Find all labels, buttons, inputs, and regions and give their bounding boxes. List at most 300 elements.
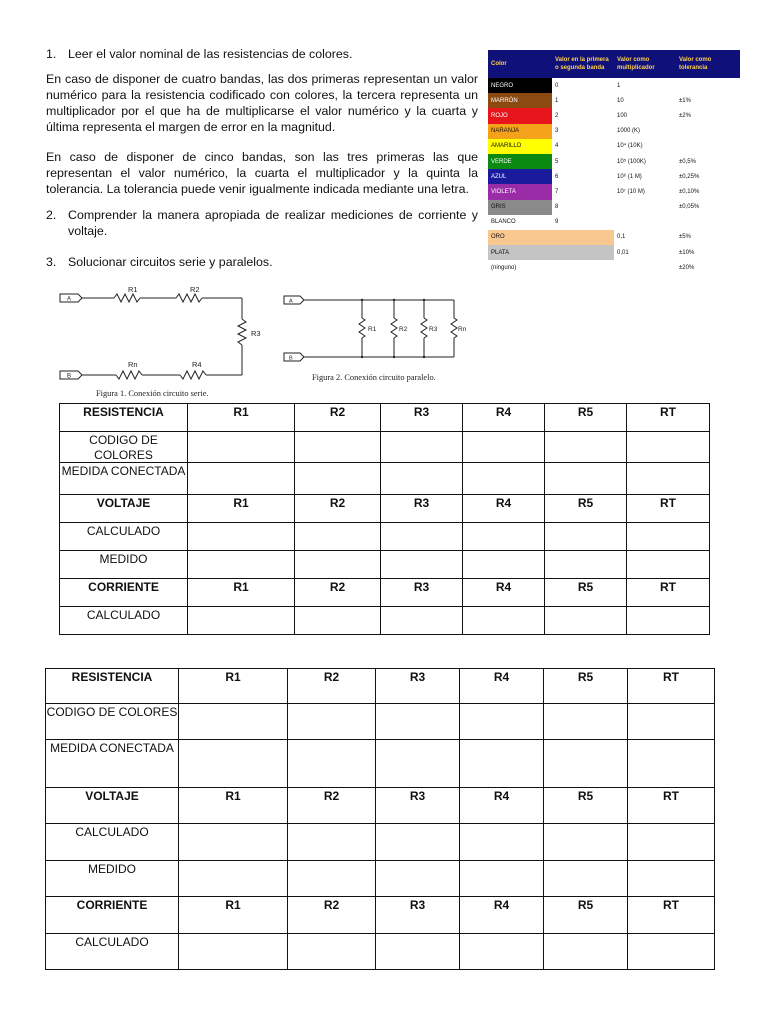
entry-cell[interactable]	[295, 607, 381, 635]
color-table-header	[488, 50, 740, 78]
row-label: CALCULADO	[86, 524, 161, 538]
terminal-a-arrow	[284, 296, 304, 304]
color-name: BLANCO	[488, 215, 552, 230]
cell-value	[381, 523, 462, 524]
color-name: (ninguno)	[488, 260, 552, 275]
resistor-r1	[114, 294, 140, 302]
color-code-row	[46, 704, 715, 740]
multiplier-value: 1	[614, 78, 676, 93]
color-row	[488, 245, 740, 260]
entry-cell[interactable]	[627, 432, 710, 463]
column-header: R2	[323, 670, 340, 684]
entry-cell[interactable]	[295, 523, 381, 551]
row-label-cell	[46, 740, 179, 788]
entry-cell[interactable]	[376, 740, 460, 788]
list-number: 1.	[46, 47, 57, 61]
column-header-cell	[545, 495, 627, 523]
multiplier-value: 1000 (K)	[614, 124, 676, 139]
cell-value	[376, 934, 459, 935]
tolerance-value	[676, 139, 740, 154]
band-value: 6	[552, 169, 614, 184]
entry-cell[interactable]	[545, 607, 627, 635]
column-header: R4	[493, 789, 510, 803]
column-header-cell	[544, 788, 628, 824]
entry-cell[interactable]	[179, 740, 288, 788]
entry-cell[interactable]	[179, 861, 288, 897]
cell-value	[376, 861, 459, 862]
entry-cell[interactable]	[460, 740, 544, 788]
color-name: ORO	[488, 230, 552, 245]
column-header: R4	[495, 580, 512, 594]
color-name: AZUL	[488, 169, 552, 184]
entry-cell[interactable]	[628, 861, 715, 897]
label-r1: R1	[368, 326, 377, 333]
cell-value	[627, 463, 709, 464]
tolerance-value: ±5%	[676, 230, 740, 245]
entry-cell[interactable]	[381, 463, 463, 495]
terminal-a-label: A	[67, 296, 72, 303]
entry-cell[interactable]	[188, 432, 295, 463]
color-name: GRIS	[488, 200, 552, 215]
label-r3: R3	[429, 326, 438, 333]
cell-value	[545, 432, 626, 433]
color-row	[488, 93, 740, 108]
column-header-cell	[627, 579, 710, 607]
entry-cell[interactable]	[295, 551, 381, 579]
color-name: MARRÓN	[488, 93, 552, 108]
entry-cell[interactable]	[628, 824, 715, 861]
column-header-cell	[545, 404, 627, 432]
band-value	[552, 260, 614, 275]
entry-cell[interactable]	[544, 704, 628, 740]
entry-cell[interactable]	[376, 861, 460, 897]
entry-cell[interactable]	[544, 740, 628, 788]
cell-value	[288, 934, 375, 935]
row-label: CODIGO DE COLORES	[89, 433, 158, 462]
column-header: R4	[493, 670, 510, 684]
cell-value	[460, 740, 543, 741]
label-r4: R4	[192, 360, 202, 369]
entry-cell[interactable]	[628, 740, 715, 788]
band-value: 4	[552, 139, 614, 154]
entry-cell[interactable]	[544, 824, 628, 861]
column-header: RT	[663, 789, 679, 803]
row-label-cell	[60, 463, 188, 495]
entry-cell[interactable]	[463, 607, 545, 635]
cell-value	[295, 523, 380, 524]
entry-cell[interactable]	[545, 551, 627, 579]
cell-value	[376, 704, 459, 705]
entry-cell[interactable]	[628, 704, 715, 740]
cell-value	[627, 523, 709, 524]
resistor-rn	[116, 371, 142, 379]
multiplier-value: 10	[614, 93, 676, 108]
cell-value	[381, 432, 462, 433]
cell-value	[463, 523, 544, 524]
column-header-cell	[376, 788, 460, 824]
cell-value	[545, 607, 626, 608]
cell-value	[545, 551, 626, 552]
column-header: R1	[225, 789, 241, 803]
color-name: VIOLETA	[488, 184, 552, 199]
column-header-cell	[295, 579, 381, 607]
cell-value	[295, 551, 380, 552]
column-header: R3	[409, 670, 426, 684]
color-row	[488, 154, 740, 169]
entry-cell[interactable]	[628, 934, 715, 970]
color-code-table	[488, 50, 740, 275]
color-name: VERDE	[488, 154, 552, 169]
cell-value	[628, 934, 714, 935]
row-label-cell	[46, 704, 179, 740]
cell-value	[627, 432, 709, 433]
label-r2: R2	[399, 326, 408, 333]
column-header: R2	[329, 405, 346, 419]
cell-value	[295, 432, 380, 433]
list-text: Leer el valor nominal de las resistencias de colores.	[68, 47, 353, 61]
entry-cell[interactable]	[627, 607, 710, 635]
cell-value	[179, 861, 287, 862]
column-header-cell	[288, 788, 376, 824]
current-calculated-row	[60, 607, 710, 635]
voltage-calculated-row	[46, 824, 715, 861]
color-name: NEGRO	[488, 78, 552, 93]
row-label: CORRIENTE	[76, 898, 148, 912]
paragraph-five-bands: En caso de disponer de cinco bandas, son las tres primeras las que representan el valor numérico, la cuarta el multiplicador y la quinta la tolerancia. La tolerancia puede venir igualmente indicada mediante una letra.	[46, 150, 478, 196]
band-value: 9	[552, 215, 614, 230]
column-header-cell	[545, 579, 627, 607]
cell-value	[376, 824, 459, 825]
color-row	[488, 260, 740, 275]
cell-value	[179, 824, 287, 825]
column-header: R1	[233, 580, 249, 594]
list-item-2	[46, 207, 478, 239]
row-label-cell	[60, 551, 188, 579]
branch-r2	[391, 300, 397, 357]
header-tolerance: Valor como tolerancia	[676, 50, 740, 78]
column-header-cell	[295, 495, 381, 523]
row-label: MEDIDA CONECTADA	[50, 741, 174, 755]
column-header-cell	[179, 897, 288, 934]
column-header-cell	[460, 788, 544, 824]
tolerance-value: ±10%	[676, 245, 740, 260]
terminal-b-label: B	[67, 373, 72, 380]
column-header: RT	[663, 898, 679, 912]
column-header-cell	[381, 579, 463, 607]
entry-cell[interactable]	[627, 523, 710, 551]
cell-value	[628, 824, 714, 825]
column-header-cell	[288, 897, 376, 934]
column-header-cell	[544, 669, 628, 704]
entry-cell[interactable]	[179, 704, 288, 740]
list-text: Comprender la manera apropiada de realizar mediciones de corriente y voltaje.	[68, 208, 478, 238]
row-label-cell	[46, 669, 179, 704]
entry-cell[interactable]	[179, 934, 288, 970]
cell-value	[288, 861, 375, 862]
column-header: R5	[577, 580, 594, 594]
cell-value	[463, 463, 544, 464]
cell-value	[463, 551, 544, 552]
row-label-cell	[60, 495, 188, 523]
entry-cell[interactable]	[460, 934, 544, 970]
list-number: 3.	[46, 255, 57, 269]
row-label: VOLTAJE	[96, 496, 151, 510]
row-label: CALCULADO	[75, 935, 149, 949]
multiplier-value: 100	[614, 108, 676, 123]
row-label: RESISTENCIA	[71, 670, 153, 684]
row-label-cell	[46, 824, 179, 861]
cell-value	[460, 704, 543, 705]
list-number: 2.	[46, 208, 57, 222]
tolerance-value: ±0,10%	[676, 184, 740, 199]
column-header: R1	[233, 405, 249, 419]
entry-cell[interactable]	[188, 551, 295, 579]
row-label: CORRIENTE	[88, 580, 159, 594]
resistor-r2	[176, 294, 202, 302]
column-header-cell	[628, 669, 715, 704]
entry-cell[interactable]	[544, 861, 628, 897]
tolerance-value: ±20%	[676, 260, 740, 275]
tolerance-value	[676, 78, 740, 93]
column-header: R5	[577, 898, 594, 912]
multiplier-value	[614, 215, 676, 230]
column-header-cell	[179, 788, 288, 824]
entry-cell[interactable]	[463, 551, 545, 579]
color-row	[488, 78, 740, 93]
entry-cell[interactable]	[381, 523, 463, 551]
entry-cell[interactable]	[295, 463, 381, 495]
column-header-cell	[179, 669, 288, 704]
entry-cell[interactable]	[288, 861, 376, 897]
label-r3: R3	[251, 329, 261, 338]
entry-cell[interactable]	[381, 432, 463, 463]
voltage-calculated-row	[60, 523, 710, 551]
entry-cell[interactable]	[463, 432, 545, 463]
terminal-a-label: A	[289, 298, 293, 305]
cell-value	[188, 551, 294, 552]
column-header-cell	[376, 897, 460, 934]
multiplier-value: 0,1	[614, 230, 676, 245]
cell-value	[544, 861, 627, 862]
cell-value	[179, 740, 287, 741]
cell-value	[288, 704, 375, 705]
terminal-b-arrow	[284, 353, 304, 361]
cell-value	[381, 551, 462, 552]
cell-value	[295, 607, 380, 608]
cell-value	[545, 523, 626, 524]
resistor-r3	[238, 319, 246, 345]
color-name: ROJO	[488, 108, 552, 123]
voltage-measured-row	[46, 861, 715, 897]
row-label-cell	[46, 897, 179, 934]
column-header: R4	[493, 898, 510, 912]
column-header-cell	[460, 669, 544, 704]
cell-value	[188, 463, 294, 464]
resistance-header-row	[46, 669, 715, 704]
label-r1: R1	[128, 285, 138, 294]
entry-cell[interactable]	[545, 432, 627, 463]
row-label: CALCULADO	[86, 608, 161, 622]
cell-value	[376, 740, 459, 741]
column-header-cell	[628, 897, 715, 934]
column-header: R2	[329, 496, 346, 510]
entry-cell[interactable]	[376, 824, 460, 861]
band-value: 0	[552, 78, 614, 93]
multiplier-value: 10⁵ (100K)	[614, 154, 676, 169]
entry-cell[interactable]	[463, 523, 545, 551]
entry-cell[interactable]	[460, 824, 544, 861]
column-header: R3	[409, 898, 426, 912]
column-header-cell	[381, 495, 463, 523]
color-row	[488, 169, 740, 184]
entry-cell[interactable]	[460, 861, 544, 897]
band-value: 1	[552, 93, 614, 108]
cell-value	[179, 934, 287, 935]
cell-value	[188, 607, 294, 608]
entry-cell[interactable]	[376, 934, 460, 970]
measured-connected-row	[46, 740, 715, 788]
entry-cell[interactable]	[188, 523, 295, 551]
label-r2: R2	[190, 285, 200, 294]
row-label-cell	[60, 579, 188, 607]
cell-value	[188, 432, 294, 433]
row-label-cell	[46, 861, 179, 897]
label-rn: Rn	[458, 326, 467, 333]
list-item-1	[46, 46, 478, 62]
column-header: R2	[323, 898, 340, 912]
cell-value	[381, 607, 462, 608]
branch-r3	[421, 300, 427, 357]
tolerance-value: ±0,5%	[676, 154, 740, 169]
entry-cell[interactable]	[627, 551, 710, 579]
tolerance-value	[676, 215, 740, 230]
voltage-measured-row	[60, 551, 710, 579]
color-row	[488, 124, 740, 139]
color-code-row	[60, 432, 710, 463]
row-label: VOLTAJE	[85, 789, 139, 803]
multiplier-value: 10⁴ (10K)	[614, 139, 676, 154]
measurement-table-2	[45, 668, 715, 970]
color-name: NARANJA	[488, 124, 552, 139]
terminal-b-label: B	[289, 355, 293, 362]
multiplier-value: 10⁶ (1 M)	[614, 169, 676, 184]
cell-value	[544, 740, 627, 741]
multiplier-value: 0,01	[614, 245, 676, 260]
column-header: R2	[329, 580, 346, 594]
color-row	[488, 230, 740, 245]
column-header: RT	[660, 580, 676, 594]
row-label: MEDIDA CONECTADA	[61, 464, 186, 478]
column-header: R1	[225, 670, 241, 684]
band-value	[552, 230, 614, 245]
tolerance-value: ±0,05%	[676, 200, 740, 215]
column-header-cell	[288, 669, 376, 704]
column-header-cell	[188, 404, 295, 432]
column-header-cell	[295, 404, 381, 432]
list-text: Solucionar circuitos serie y paralelos.	[68, 255, 273, 269]
branch-r1	[359, 300, 365, 357]
entry-cell[interactable]	[627, 463, 710, 495]
row-label-cell	[46, 934, 179, 970]
column-header: R5	[577, 670, 594, 684]
entry-cell[interactable]	[376, 704, 460, 740]
cell-value	[545, 463, 626, 464]
series-circuit-diagram	[56, 283, 266, 383]
parallel-circuit-diagram	[282, 290, 472, 370]
entry-cell[interactable]	[381, 551, 463, 579]
voltage-header-row	[60, 495, 710, 523]
entry-cell[interactable]	[460, 704, 544, 740]
entry-cell[interactable]	[463, 463, 545, 495]
entry-cell[interactable]	[545, 463, 627, 495]
cell-value	[179, 704, 287, 705]
entry-cell[interactable]	[381, 607, 463, 635]
cell-value	[627, 551, 709, 552]
column-header: R5	[577, 405, 594, 419]
cell-value	[295, 463, 380, 464]
column-header-cell	[544, 897, 628, 934]
multiplier-value	[614, 200, 676, 215]
column-header: R4	[495, 496, 512, 510]
list-item-3	[46, 254, 478, 270]
resistance-header-row	[60, 404, 710, 432]
branch-rn	[451, 300, 457, 357]
cell-value	[463, 607, 544, 608]
band-value	[552, 245, 614, 260]
entry-cell[interactable]	[288, 824, 376, 861]
column-header-cell	[188, 579, 295, 607]
column-header-cell	[627, 404, 710, 432]
row-label-cell	[60, 404, 188, 432]
row-label: RESISTENCIA	[83, 405, 164, 419]
entry-cell[interactable]	[179, 824, 288, 861]
column-header-cell	[460, 897, 544, 934]
column-header: R3	[413, 405, 430, 419]
column-header: R1	[233, 496, 249, 510]
cell-value	[460, 824, 543, 825]
entry-cell[interactable]	[545, 523, 627, 551]
row-label-cell	[46, 788, 179, 824]
entry-cell[interactable]	[288, 704, 376, 740]
entry-cell[interactable]	[188, 607, 295, 635]
row-label: MEDIDO	[99, 552, 148, 566]
band-value: 3	[552, 124, 614, 139]
band-value: 8	[552, 200, 614, 215]
current-header-row	[46, 897, 715, 934]
figure-2-caption: Figura 2. Conexión circuito paralelo.	[312, 373, 436, 382]
cell-value	[628, 740, 714, 741]
band-value: 5	[552, 154, 614, 169]
tolerance-value: ±1%	[676, 93, 740, 108]
column-header: R3	[413, 496, 430, 510]
entry-cell[interactable]	[188, 463, 295, 495]
column-header: R1	[225, 898, 241, 912]
column-header: R5	[577, 789, 594, 803]
cell-value	[628, 861, 714, 862]
color-row	[488, 215, 740, 230]
header-multiplier: Valor como multiplicador	[614, 50, 676, 78]
column-header-cell	[628, 788, 715, 824]
entry-cell[interactable]	[288, 934, 376, 970]
cell-value	[288, 824, 375, 825]
entry-cell[interactable]	[544, 934, 628, 970]
column-header: R3	[409, 789, 426, 803]
entry-cell[interactable]	[295, 432, 381, 463]
column-header-cell	[381, 404, 463, 432]
entry-cell[interactable]	[288, 740, 376, 788]
measured-connected-row	[60, 463, 710, 495]
column-header-cell	[463, 495, 545, 523]
